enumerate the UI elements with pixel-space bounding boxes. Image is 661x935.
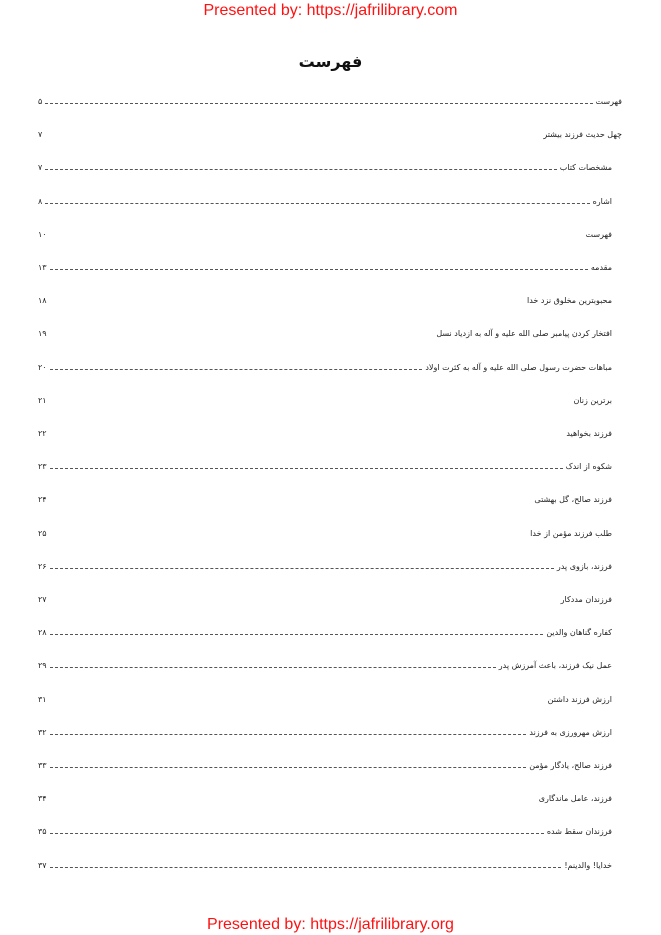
toc-leader-dashes	[50, 658, 496, 668]
toc-entry-title: مقدمه	[590, 263, 612, 272]
toc-entry-page-number: ۷	[38, 163, 43, 173]
toc-entry[interactable]	[38, 227, 612, 243]
toc-entry[interactable]	[38, 725, 612, 741]
toc-entry-page-number: ۱۳	[38, 263, 47, 272]
toc-entry-page-number: ۷	[38, 130, 43, 140]
toc-entry[interactable]	[38, 559, 612, 575]
toc-leader-dashes	[50, 824, 544, 834]
toc-entry-page-number: ۳۳	[38, 761, 47, 770]
toc-entry[interactable]	[38, 758, 612, 774]
toc-entry[interactable]	[38, 393, 612, 409]
toc-entry-page-number: ۲۵	[38, 528, 47, 538]
toc-leader-dashes	[50, 559, 554, 569]
toc-entry-title: اشاره	[592, 196, 612, 206]
toc-entry-page-number: ۳۲	[38, 727, 47, 737]
toc-entry-title: ارزش مهرورزی به فرزند	[529, 727, 612, 737]
toc-entry[interactable]	[38, 160, 612, 176]
toc-entry[interactable]	[38, 260, 612, 276]
toc-entry-page-number: ۲۰	[38, 362, 47, 372]
toc-entry[interactable]	[38, 94, 622, 110]
toc-leader-dashes	[45, 94, 592, 104]
toc-entry[interactable]	[38, 658, 612, 674]
page-title: فهرست	[298, 52, 363, 71]
toc-entry[interactable]	[38, 426, 612, 442]
toc-entry[interactable]	[38, 692, 612, 708]
toc-entry-page-number: ۳۷	[38, 860, 47, 870]
toc-entry-page-number: ۳۴	[38, 794, 47, 804]
toc-entry[interactable]	[38, 293, 612, 309]
toc-entry[interactable]	[38, 858, 612, 874]
toc-entry-page-number: ۵	[38, 97, 43, 106]
toc-leader-dashes	[45, 194, 589, 204]
toc-entry[interactable]	[38, 526, 612, 542]
toc-entry-title: محبوبترین مخلوق نزد خدا	[526, 296, 612, 306]
toc-entry-title: افتخار کردن پیامبر صلی الله علیه و آله به ازدیاد نسل	[436, 329, 612, 339]
toc-entry-title: مباهات حضرت رسول صلی الله علیه و آله به کثرت اولاد	[425, 362, 612, 372]
toc-entry-page-number: ۲۳	[38, 462, 47, 472]
toc-leader-dashes	[50, 360, 423, 370]
toc-entry-title: فهرست	[595, 97, 622, 106]
toc-entry-page-number: ۱۹	[38, 329, 47, 339]
toc-entry-title: فرزند، بازوی پدر	[556, 561, 612, 571]
toc-entry-page-number: ۲۹	[38, 661, 47, 671]
toc-entry-page-number: ۲۶	[38, 561, 47, 571]
toc-entry[interactable]	[38, 791, 612, 807]
toc-entry-page-number: ۳۵	[38, 827, 47, 837]
toc-entry-title: برترین زنان	[573, 395, 612, 405]
toc-entry[interactable]	[38, 127, 622, 143]
footer-banner[interactable]: Presented by: https://jafrilibrary.org	[207, 916, 454, 933]
toc-leader-dashes	[50, 858, 562, 868]
toc-entry-title: فرزند صالح، یادگار مؤمن	[529, 761, 612, 770]
toc-entry-title: فرزند بخواهید	[566, 429, 612, 438]
toc-entry-page-number: ۱۸	[38, 296, 47, 306]
toc-leader-dashes	[50, 459, 563, 469]
toc-entry-title: فرزندان مددکار	[560, 595, 612, 604]
toc-entry-page-number: ۲۷	[38, 595, 47, 604]
toc-entry-title: فرزند، عامل ماندگاری	[538, 794, 612, 804]
toc-leader-dashes	[50, 625, 544, 635]
toc-entry-page-number: ۱۰	[38, 229, 47, 239]
header-banner[interactable]: Presented by: https://jafrilibrary.com	[203, 2, 458, 19]
toc-entry-page-number: ۳۱	[38, 694, 47, 704]
toc-entry[interactable]	[38, 592, 612, 608]
toc-entry-title: فرزند صالح، گل بهشتی	[534, 495, 612, 505]
toc-entry-page-number: ۲۱	[38, 395, 47, 405]
toc-entry[interactable]	[38, 824, 612, 840]
toc-entry[interactable]	[38, 459, 612, 475]
toc-entry-title: مشخصات کتاب	[559, 163, 612, 173]
toc-entry-title: شکوه از اندک	[565, 462, 612, 472]
toc-entry[interactable]	[38, 326, 612, 342]
toc-entry[interactable]	[38, 194, 612, 210]
toc-leader-dashes	[50, 725, 527, 735]
toc-entry-page-number: ۲۸	[38, 628, 47, 638]
toc-entry-title: عمل نیک فرزند، باعث آمرزش پدر	[498, 661, 612, 671]
toc-entry-title: فرزندان سقط شده	[546, 827, 612, 837]
toc-entry-title: خدایا! والدینم!	[564, 860, 612, 870]
toc-leader-dashes	[50, 260, 588, 270]
toc-entry-page-number: ۲۲	[38, 429, 47, 438]
toc-leader-dashes	[45, 160, 556, 170]
toc-entry[interactable]	[38, 492, 612, 508]
toc-entry[interactable]	[38, 360, 612, 376]
toc-entry-title: ارزش فرزند داشتن	[547, 694, 612, 704]
toc-entry[interactable]	[38, 625, 612, 641]
toc-entry-page-number: ۸	[38, 196, 43, 206]
toc-entry-title: فهرست	[585, 229, 612, 239]
toc-entry-title: طلب فرزند مؤمن از خدا	[530, 528, 612, 538]
toc-entry-title: کفاره گناهان والدین	[546, 628, 612, 638]
toc-leader-dashes	[50, 758, 527, 768]
toc-entry-page-number: ۲۴	[38, 495, 47, 505]
toc-entry-title: چهل حدیث فرزند بیشتر	[543, 130, 622, 140]
